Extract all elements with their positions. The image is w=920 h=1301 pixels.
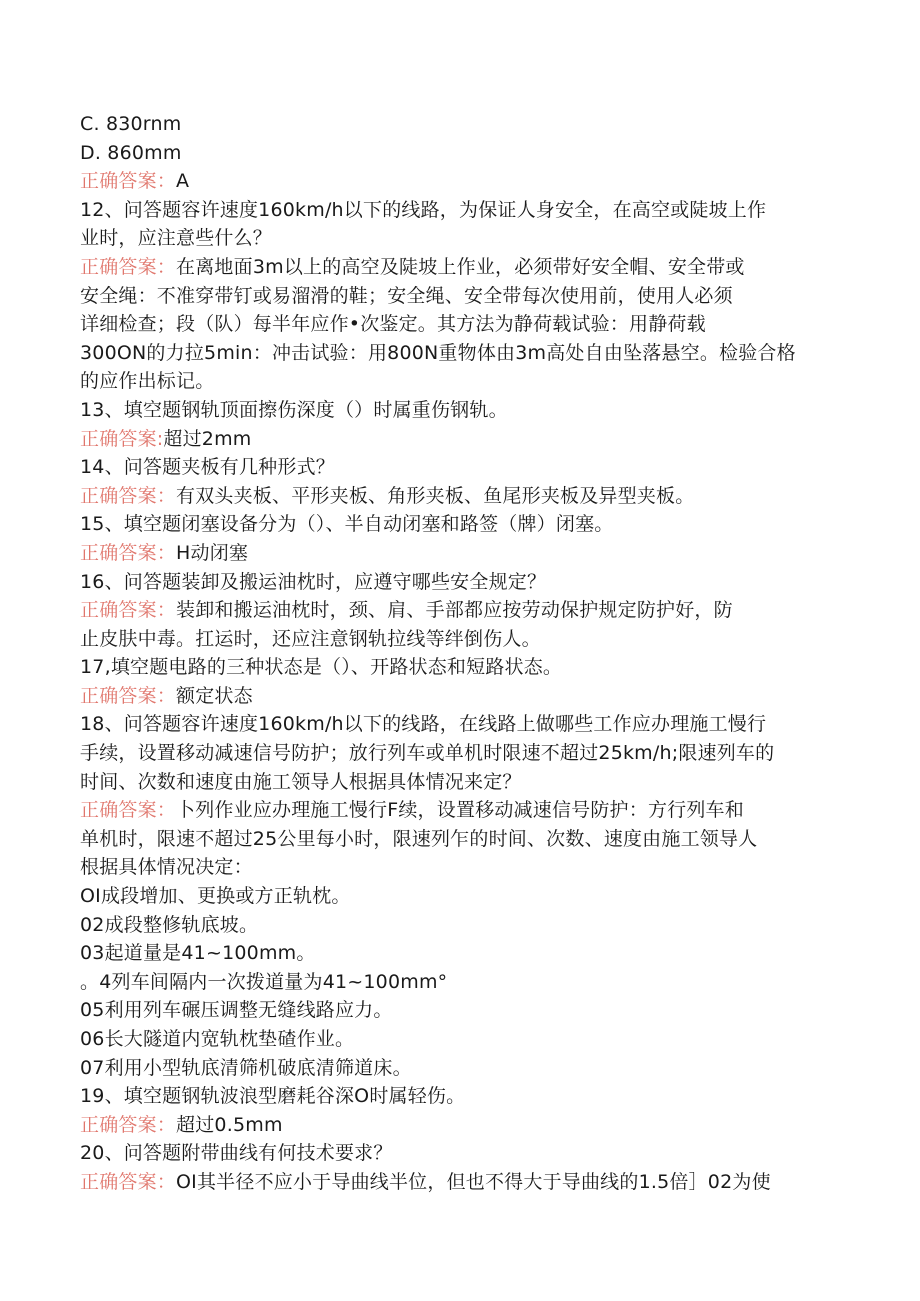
text-line: 详细检查；段（队）每半年应作•次鉴定。其方法为静荷载试验：用静荷载 [80, 313, 706, 336]
answer-label: 正确答案： [80, 541, 177, 564]
answer-line [80, 539, 840, 568]
text-line: 13、填空题钢轨顶面擦伤深度（）时属重伤钢轨。 [80, 398, 508, 421]
answer-text: 超过0.5mm [176, 1113, 283, 1136]
answer-text: 卜列作业应办理施工慢行F续，设置移动减速信号防护：方行列车和 [176, 799, 744, 822]
answer-label: 正确答案： [80, 1113, 177, 1136]
answer-line [80, 682, 840, 711]
answer-text: H动闭塞 [176, 541, 249, 564]
text-line: D. 860mm [80, 141, 182, 164]
answer-text: 有双头夹板、平形夹板、角形夹板、鱼尾形夹板及异型夹板。 [176, 484, 695, 507]
document-body [80, 110, 840, 1197]
text-line: 06长大隧道内宽轨枕垫碴作业。 [80, 1028, 355, 1050]
text-line: 16、问答题装卸及搬运油枕时，应遵守哪些安全规定？ [80, 570, 547, 593]
text-line: 。4列车间隔内一次拨道量为41~100mm° [80, 970, 448, 993]
text-line: 19、填空题钢轨波浪型磨耗谷深O时属轻伤。 [80, 1085, 466, 1108]
answer-label: 正确答案： [80, 255, 177, 278]
answer-line [80, 253, 840, 282]
answer-text: 额定状态 [176, 684, 253, 707]
answer-text: 在离地面3m以上的高空及陡坡上作业，必须带好安全帽、安全带或 [176, 255, 745, 278]
answer-label: 正确答案： [80, 799, 177, 822]
text-line: 业时，应注意些什么？ [80, 227, 273, 250]
answer-line [80, 1111, 840, 1140]
answer-label: 正确答案： [80, 170, 177, 193]
text-line: 安全绳：不准穿带钉或易溜滑的鞋；安全绳、安全带每次使用前，使用人必须 [80, 284, 733, 307]
answer-text: 装卸和搬运油枕时，颈、肩、手部都应按劳动保护规定防护好，防 [176, 599, 733, 622]
text-line: 300ON的力拉5min：冲击试验：用800N重物体由3m高处自由坠落悬空。检验合格 [80, 341, 796, 364]
answer-label: 正确答案： [80, 1170, 177, 1193]
answer-line [80, 1168, 840, 1197]
text-line: 03起道量是41~100mm。 [80, 942, 316, 965]
text-line: 的应作出标记。 [80, 370, 215, 393]
text-line: C. 830rnm [80, 113, 182, 135]
text-line: 单机时，限速不超过25公里每小时，限速列乍的时间、次数、速度由施工领导人 [80, 827, 758, 850]
answer-line [80, 167, 840, 196]
text-line: 05利用列车碾压调整无缝线路应力。 [80, 999, 393, 1022]
text-line: 14、问答题夹板有几种形式？ [80, 456, 335, 479]
answer-text: A [176, 170, 190, 193]
answer-line [80, 596, 840, 625]
text-line: OI成段增加、更换或方正轨枕。 [80, 885, 351, 908]
text-line: 02成段整修轨底坡。 [80, 913, 259, 936]
answer-line [80, 796, 840, 825]
answer-label: 正确答案: [80, 427, 164, 450]
text-line: 18、问答题容许速度160km/h以下的线路，在线路上做哪些工作应办理施工慢行 [80, 713, 767, 736]
text-line: 07利用小型轨底清筛机破底清筛道床。 [80, 1056, 412, 1079]
answer-line [80, 425, 840, 454]
text-line: 手续，设置移动减速信号防护；放行列车或单机时限速不超过25km/h;限速列车的 [80, 742, 775, 765]
answer-label: 正确答案： [80, 599, 177, 622]
text-line: 时间、次数和速度由施工领导人根据具体情况来定？ [80, 770, 522, 793]
answer-label: 正确答案： [80, 484, 177, 507]
text-line: 17,填空题电路的三种状态是（）、开路状态和短路状态。 [80, 656, 563, 679]
text-line: 20、问答题附带曲线有何技术要求？ [80, 1142, 393, 1165]
text-line: 12、问答题容许速度160km/h以下的线路，为保证人身安全，在高空或陡坡上作 [80, 198, 767, 221]
answer-label: 正确答案： [80, 684, 177, 707]
answer-text: OI其半径不应小于导曲线半位，但也不得大于导曲线的1.5倍］02为使 [176, 1170, 771, 1193]
text-line: 止皮肤中毒。扛运时，还应注意钢轨拉线等绊倒伤人。 [80, 627, 541, 650]
answer-line [80, 482, 840, 511]
text-line: 15、填空题闭塞设备分为（）、半自动闭塞和路签（牌）闭塞。 [80, 513, 614, 536]
answer-text: 超过2mm [163, 427, 252, 450]
text-line: 根据具体情况决定： [80, 856, 253, 879]
